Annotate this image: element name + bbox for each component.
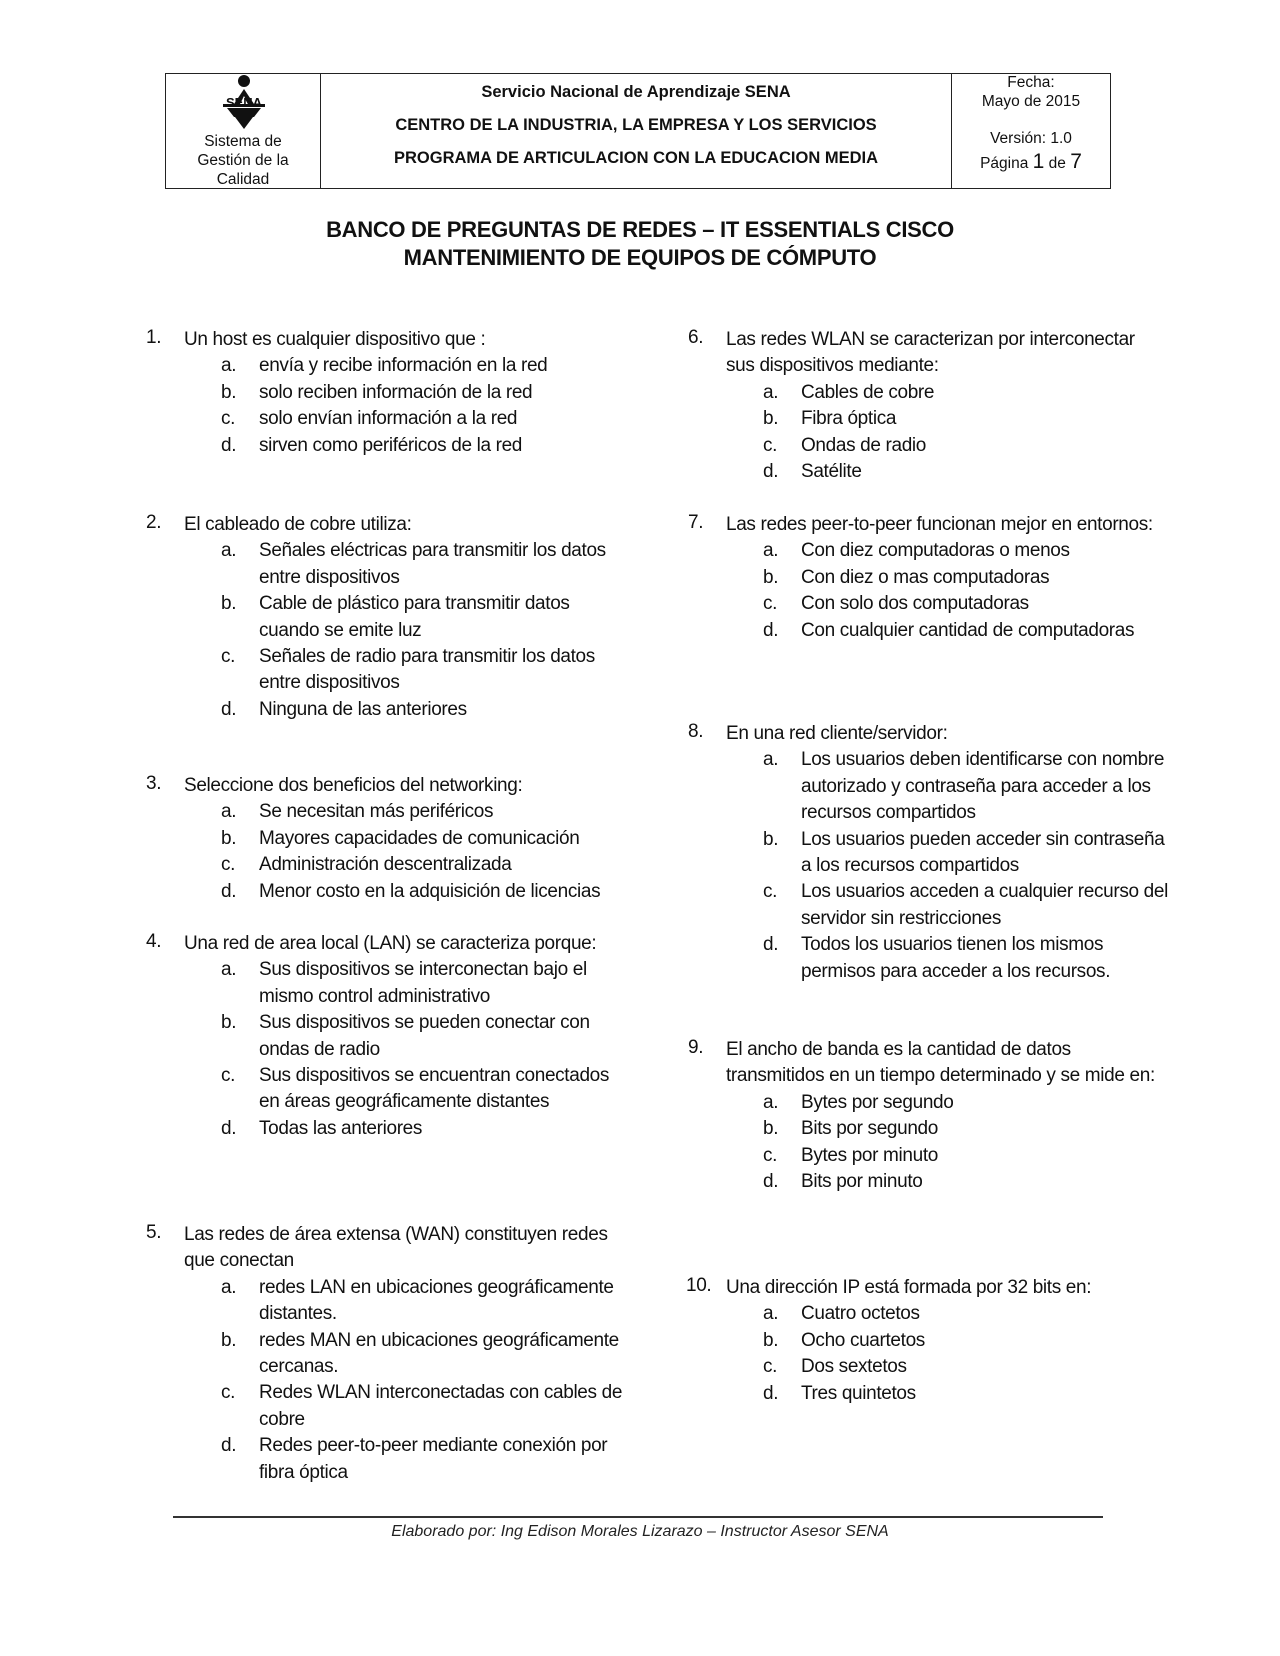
program-name: PROGRAMA DE ARTICULACION CON LA EDUCACION MEDIA [394, 149, 878, 167]
option-a [221, 353, 626, 379]
option-text: Con diez computadoras o menos [801, 540, 1070, 562]
option-b [763, 827, 1168, 880]
option-c [763, 433, 1168, 459]
option-letter: a. [763, 381, 779, 403]
option-text: redes LAN en ubicaciones geográficamente distantes. [259, 1276, 614, 1325]
option-letter: d. [221, 434, 237, 456]
option-letter: a. [763, 1303, 779, 1325]
option-letter: c. [763, 593, 778, 615]
option-text: Fibra óptica [801, 408, 897, 430]
option-letter: b. [221, 593, 237, 615]
option-text: Con cualquier cantidad de computadoras [801, 619, 1135, 641]
option-letter: b. [763, 566, 779, 588]
option-c [763, 591, 1168, 617]
option-letter: d. [763, 461, 779, 483]
system-line-1: Sistema de [204, 133, 282, 150]
option-letter: d. [763, 1171, 779, 1193]
option-letter: a. [763, 1091, 779, 1113]
option-d [763, 1169, 1168, 1195]
option-letter: b. [763, 828, 779, 850]
system-line-3: Calidad [216, 171, 270, 188]
option-text: Los usuarios pueden acceder sin contraseña a los recursos compartidos [801, 828, 1165, 877]
question-number: 1. [146, 327, 162, 348]
option-a [763, 1090, 1168, 1116]
option-letter: d. [221, 1117, 237, 1139]
page-current: 1 [1032, 150, 1045, 173]
question-6 [688, 327, 1168, 485]
question-text: Las redes WLAN se caracterizan por interconectar sus dispositivos mediante: [726, 329, 1135, 377]
question-number: 4. [146, 931, 162, 952]
question-10 [688, 1275, 1168, 1407]
page-label: Página [980, 155, 1029, 172]
question-text: Una dirección IP está formada por 32 bits en: [726, 1277, 1092, 1298]
footer-divider [173, 1516, 1103, 1518]
option-text: Cuatro octetos [801, 1303, 920, 1325]
option-text: Cable de plástico para transmitir datos cuando se emite luz [259, 593, 570, 641]
option-text: Ondas de radio [801, 434, 927, 456]
option-a [763, 538, 1168, 564]
option-letter: a. [763, 749, 779, 771]
option-d [221, 879, 626, 905]
option-a [763, 747, 1168, 826]
question-text: Las redes peer-to-peer funcionan mejor en entornos: [726, 514, 1153, 535]
question-4 [146, 931, 626, 1142]
option-text: Ocho cuartetos [801, 1329, 925, 1351]
sena-logo-icon [213, 74, 275, 132]
option-text: Mayores capacidades de comunicación [259, 827, 580, 849]
option-d [763, 932, 1168, 985]
option-b [221, 380, 626, 406]
page-indicator [952, 150, 1110, 174]
option-d [763, 459, 1168, 485]
option-text: Señales de radio para transmitir los datos entre dispositivos [259, 646, 595, 694]
option-d [221, 697, 626, 723]
fecha-label: Fecha: [1007, 74, 1055, 91]
option-c [221, 406, 626, 432]
option-letter: d. [221, 1435, 237, 1457]
option-text: Con diez o mas computadoras [801, 566, 1050, 588]
question-number: 8. [688, 721, 704, 742]
question-text: Un host es cualquier dispositivo que : [184, 329, 486, 350]
option-letter: b. [221, 1329, 237, 1351]
option-text: Señales eléctricas para transmitir los datos entre dispositivos [259, 540, 606, 588]
option-a [763, 1301, 1168, 1327]
option-a [221, 1275, 626, 1328]
option-letter: b. [221, 381, 237, 403]
option-c [763, 1143, 1168, 1169]
option-b [221, 591, 626, 644]
logo-text: SENA [225, 95, 263, 110]
option-d [221, 1433, 626, 1486]
option-c [763, 1354, 1168, 1380]
option-text: Menor costo en la adquisición de licencias [259, 880, 601, 902]
document-title-line-2: MANTENIMIENTO DE EQUIPOS DE CÓMPUTO [403, 245, 877, 270]
option-letter: d. [763, 934, 779, 956]
question-text: Seleccione dos beneficios del networking: [184, 775, 523, 796]
option-letter: a. [221, 959, 237, 981]
option-text: Todas las anteriores [259, 1117, 423, 1139]
option-c [763, 879, 1168, 932]
question-text: El cableado de cobre utiliza: [184, 514, 412, 535]
option-text: Administración descentralizada [259, 854, 512, 876]
center-name: CENTRO DE LA INDUSTRIA, LA EMPRESA Y LOS SERVICIOS [395, 116, 877, 134]
question-text: Una red de area local (LAN) se caracteriza porque: [184, 933, 597, 954]
logo-cell [166, 74, 321, 188]
question-number: 6. [688, 327, 704, 348]
option-d [221, 433, 626, 459]
option-text: envía y recibe información en la red [259, 355, 548, 377]
option-a [221, 799, 626, 825]
organization-name: Servicio Nacional de Aprendizaje SENA [481, 83, 791, 101]
question-text: En una red cliente/servidor: [726, 723, 948, 744]
header-center-cell [321, 74, 952, 188]
option-letter: b. [763, 1118, 779, 1140]
question-number: 2. [146, 512, 162, 533]
option-c [221, 852, 626, 878]
version-label: Versión: 1.0 [990, 130, 1072, 147]
option-letter: b. [763, 408, 779, 430]
option-text: sirven como periféricos de la red [259, 434, 523, 456]
option-b [763, 1116, 1168, 1142]
question-7 [688, 512, 1168, 644]
option-text: Bits por minuto [801, 1171, 923, 1193]
option-letter: d. [763, 1382, 779, 1404]
option-a [221, 957, 626, 1010]
option-text: Redes WLAN interconectadas con cables de cobre [259, 1382, 623, 1430]
document-title-line-1: BANCO DE PREGUNTAS DE REDES – IT ESSENTIALS CISCO [326, 217, 954, 242]
option-text: Sus dispositivos se pueden conectar con ondas de radio [259, 1012, 590, 1060]
option-text: Ninguna de las anteriores [259, 698, 467, 720]
question-5 [146, 1222, 626, 1486]
option-letter: c. [763, 434, 778, 456]
option-text: Cables de cobre [801, 381, 935, 403]
option-a [763, 380, 1168, 406]
option-text: Bytes por minuto [801, 1144, 938, 1166]
question-number: 7. [688, 512, 704, 533]
option-b [763, 406, 1168, 432]
option-letter: a. [221, 540, 237, 562]
option-text: Dos sextetos [801, 1356, 907, 1378]
option-d [221, 1116, 626, 1142]
question-9 [688, 1037, 1168, 1195]
option-letter: c. [763, 1144, 778, 1166]
page-total: 7 [1070, 150, 1082, 173]
footer-credit: Elaborado por: Ing Edison Morales Lizarazo – Instructor Asesor SENA [391, 1523, 889, 1540]
option-text: Tres quintetos [801, 1382, 916, 1404]
option-b [221, 826, 626, 852]
option-b [221, 1010, 626, 1063]
option-text: Con solo dos computadoras [801, 593, 1029, 615]
header-meta-cell [952, 74, 1110, 188]
option-c [221, 1063, 626, 1116]
option-letter: c. [763, 1356, 778, 1378]
option-text: solo envían información a la red [259, 408, 518, 430]
option-text: Sus dispositivos se interconectan bajo el mismo control administrativo [259, 959, 587, 1007]
option-letter: b. [221, 1012, 237, 1034]
question-number: 3. [146, 773, 162, 794]
question-number: 9. [688, 1037, 704, 1058]
question-8 [688, 721, 1168, 985]
system-line-2: Gestión de la [197, 152, 289, 169]
option-letter: c. [763, 881, 778, 903]
option-d [763, 1381, 1168, 1407]
option-text: Bytes por segundo [801, 1091, 954, 1113]
option-letter: a. [221, 801, 237, 823]
option-letter: c. [221, 408, 236, 430]
page-of: de [1048, 155, 1066, 172]
question-number: 10. [686, 1275, 712, 1296]
option-text: Los usuarios acceden a cualquier recurso del servidor sin restricciones [801, 881, 1168, 929]
option-a [221, 538, 626, 591]
question-1 [146, 327, 626, 459]
option-letter: d. [221, 880, 237, 902]
option-b [763, 565, 1168, 591]
fecha-value: Mayo de 2015 [981, 93, 1081, 110]
option-text: solo reciben información de la red [259, 381, 533, 403]
question-text: Las redes de área extensa (WAN) constituyen redes que conectan [184, 1224, 608, 1272]
option-text: Los usuarios deben identificarse con nombre autorizado y contraseña para acceder a los recursos compartidos [801, 749, 1165, 824]
document-header [165, 73, 1111, 189]
question-2 [146, 512, 626, 723]
question-3 [146, 773, 626, 905]
option-d [763, 618, 1168, 644]
option-text: Satélite [801, 461, 862, 483]
option-b [221, 1328, 626, 1381]
option-letter: d. [221, 698, 237, 720]
question-text: El ancho de banda es la cantidad de datos transmitidos en un tiempo determinado y se mide en: [726, 1039, 1155, 1087]
option-letter: c. [221, 1382, 236, 1404]
option-letter: a. [221, 355, 237, 377]
option-text: Se necesitan más periféricos [259, 801, 494, 823]
option-c [221, 644, 626, 697]
option-letter: a. [221, 1276, 237, 1298]
option-c [221, 1380, 626, 1433]
option-letter: b. [763, 1329, 779, 1351]
option-letter: d. [763, 619, 779, 641]
option-letter: a. [763, 540, 779, 562]
option-text: Redes peer-to-peer mediante conexión por fibra óptica [259, 1435, 608, 1483]
option-text: Bits por segundo [801, 1118, 938, 1140]
option-text: Sus dispositivos se encuentran conectados en áreas geográficamente distantes [259, 1065, 610, 1113]
option-text: Todos los usuarios tienen los mismos permisos para acceder a los recursos. [801, 934, 1111, 982]
option-letter: c. [221, 854, 236, 876]
option-letter: c. [221, 1065, 236, 1087]
option-letter: b. [221, 827, 237, 849]
option-b [763, 1328, 1168, 1354]
question-number: 5. [146, 1222, 162, 1243]
option-text: redes MAN en ubicaciones geográficamente cercanas. [259, 1329, 619, 1378]
option-letter: c. [221, 646, 236, 668]
quality-system-label [166, 132, 320, 189]
